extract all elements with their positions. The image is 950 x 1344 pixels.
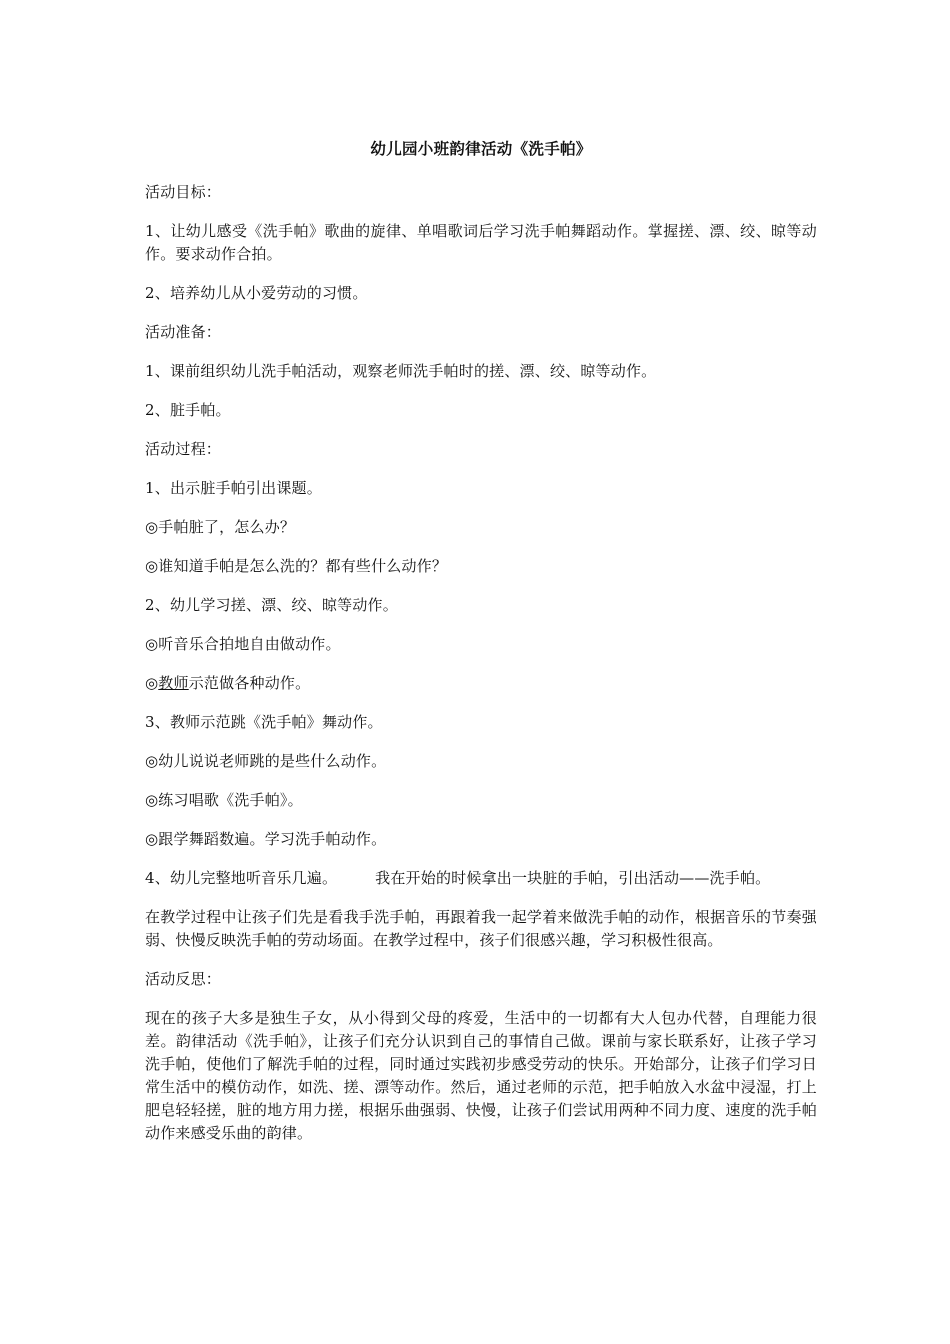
goals-heading: 活动目标：: [145, 183, 222, 201]
step-1a: ◎手帕脏了，怎么办？: [145, 518, 296, 536]
step-4-tail: 我在开始的时候拿出一块脏的手帕，引出活动——洗手帕。: [375, 869, 771, 887]
step-2b-rest: 示范做各种动作。: [188, 674, 311, 692]
step-3: 3、教师示范跳《洗手帕》舞动作。: [145, 713, 383, 731]
process-heading: 活动过程：: [145, 440, 222, 458]
step-3c: ◎跟学舞蹈数遍。学习洗手帕动作。: [145, 830, 387, 848]
step-3b: ◎练习唱歌《洗手帕》。: [145, 791, 303, 809]
teacher-link[interactable]: 教师: [158, 674, 189, 692]
reflect-heading: 活动反思：: [145, 970, 222, 988]
document-title: 幼儿园小班韵律活动《洗手帕》: [370, 139, 592, 158]
step-2: 2、幼儿学习搓、漂、绞、晾等动作。: [145, 596, 398, 614]
prep-1: 1、课前组织幼儿洗手帕活动，观察老师洗手帕时的搓、漂、绞、晾等动作。: [145, 362, 657, 380]
step-2b-mark: ◎: [145, 674, 159, 692]
step-1b: ◎谁知道手帕是怎么洗的？都有些什么动作？: [145, 557, 448, 575]
process-paragraph: 在教学过程中让孩子们先是看我手洗手帕，再跟着我一起学着来做洗手帕的动作，根据音乐的节奏强弱、快慢反映洗手帕的劳动场面。在教学过程中，孩子们很感兴趣，学习积极性很高。: [145, 908, 817, 949]
step-1: 1、出示脏手帕引出课题。: [145, 479, 322, 497]
prep-heading: 活动准备：: [145, 323, 222, 341]
step-2a: ◎听音乐合拍地自由做动作。: [145, 635, 341, 653]
reflect-paragraph: 现在的孩子大多是独生子女，从小得到父母的疼爱，生活中的一切都有大人包办代替，自理能力很差。韵律活动《洗手帕》，让孩子们充分认识到自己的事情自己做。课前与家长联系好，让孩子学习洗手帕，使他们了解洗手帕的过程，同时通过实践初步感受劳动的快乐。开始部分，让孩子们学习日常生活中的模仿动作，如洗、搓、漂等动作。然后，通过老师的示范，把手帕放入水盆中浸湿，打上肥皂轻轻搓，脏的地方用力搓，根据乐曲强弱、快慢，让孩子们尝试用两种不同力度、速度的洗手帕动作来感受乐曲的韵律。: [145, 1009, 817, 1142]
document-page: [145, 138, 817, 1161]
step-2b: [145, 672, 817, 695]
prep-2: 2、脏手帕。: [145, 401, 231, 419]
goal-2: 2、培养幼儿从小爱劳动的习惯。: [145, 284, 368, 302]
step-4: [145, 867, 817, 890]
step-4-text: 4、幼儿完整地听音乐几遍。: [145, 869, 338, 887]
goal-1: 1、让幼儿感受《洗手帕》歌曲的旋律、单唱歌词后学习洗手帕舞蹈动作。掌握搓、漂、绞、晾等动作。要求动作合拍。: [145, 222, 817, 263]
step-3a: ◎幼儿说说老师跳的是些什么动作。: [145, 752, 387, 770]
